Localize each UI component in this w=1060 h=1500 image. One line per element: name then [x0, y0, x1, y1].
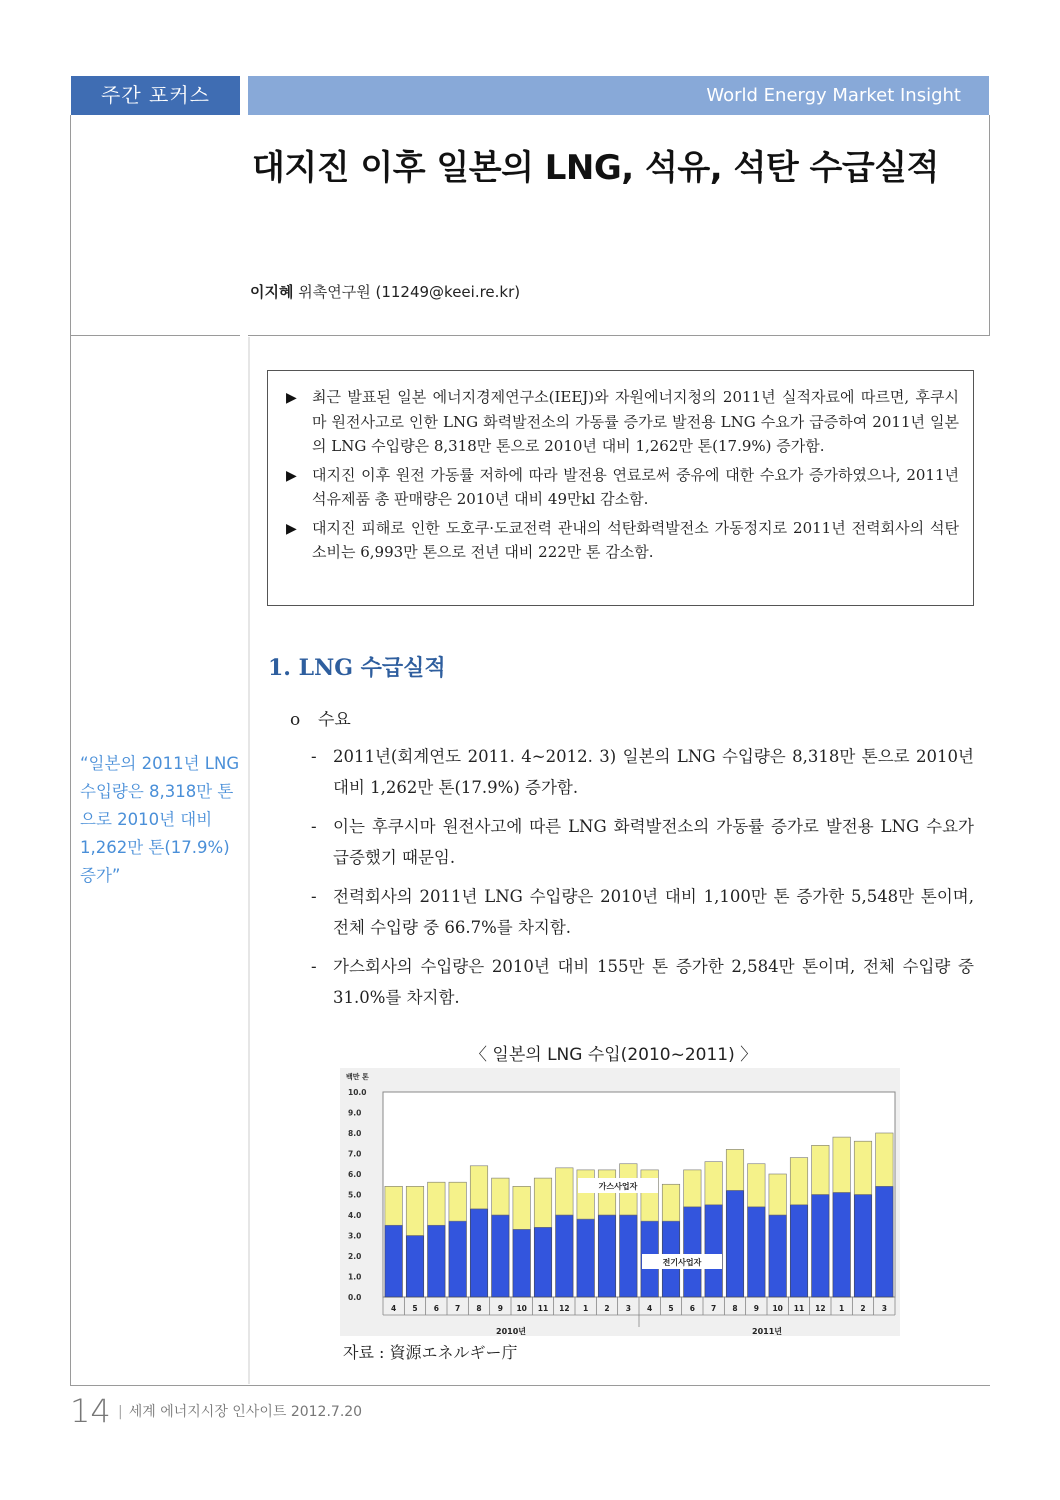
chart-caption: 〈 일본의 LNG 수입(2010~2011) 〉 — [470, 1045, 758, 1065]
bar-segment — [854, 1141, 871, 1194]
x-tick-label: 6 — [433, 1304, 439, 1313]
bar-segment — [577, 1219, 594, 1297]
bar-segment — [833, 1137, 850, 1192]
bar-segment — [876, 1186, 893, 1297]
source-note: 자료 : 資源エネルギー庁 — [343, 1343, 518, 1362]
bar-segment — [833, 1192, 850, 1297]
y-tick-label: 9.0 — [348, 1108, 362, 1118]
x-tick-label: 1 — [839, 1304, 845, 1313]
x-tick-label: 7 — [455, 1304, 461, 1313]
x-tick-label: 6 — [689, 1304, 695, 1313]
y-tick-label: 7.0 — [348, 1149, 362, 1159]
year-label: 2011년 — [752, 1327, 782, 1336]
summary-item: ▶ 최근 발표된 일본 에너지경제연구소(IEEJ)와 자원에너지청의 2011년 실적자료에 따르면, 후쿠시마 원전사고로 인한 LNG 화력발전소의 가동률 증가로 발전용 LNG 수요가 급증하여 2011년 일본의 LNG 수입량은 8,318만 톤으로 2010년 대비 1,262만 톤(17.9%) 증가함. — [286, 388, 959, 455]
subheading: o 수요 — [290, 710, 351, 730]
x-tick-label: 2 — [860, 1304, 866, 1313]
dash-icon: - — [311, 747, 317, 766]
author-name: 이지혜 — [250, 283, 294, 301]
bar-segment — [876, 1133, 893, 1186]
bar-segment — [748, 1164, 765, 1207]
x-tick-label: 12 — [815, 1304, 826, 1313]
dash-icon: - — [311, 957, 317, 976]
bar-segment — [705, 1162, 722, 1205]
bar-segment — [812, 1145, 829, 1194]
bar-segment — [748, 1207, 765, 1297]
y-tick-label: 5.0 — [348, 1190, 362, 1200]
footer-divider — [70, 1385, 990, 1386]
author-line — [250, 281, 520, 302]
y-tick-label: 2.0 — [348, 1252, 362, 1261]
circle-bullet-icon: o — [290, 710, 301, 730]
bar-segment — [684, 1207, 701, 1297]
left-border-line — [70, 115, 71, 1385]
bar-segment — [662, 1184, 679, 1221]
summary-box — [267, 370, 974, 606]
triangle-bullet-icon: ▶ — [286, 520, 297, 537]
list-item: - 전력회사의 2011년 LNG 수입량은 2010년 대비 1,100만 톤 증가한 5,548만 톤이며, 전체 수입량 중 66.7%를 차지함. — [311, 881, 974, 943]
bar-segment — [513, 1229, 530, 1297]
bar-segment — [406, 1186, 423, 1235]
section-title: 1. LNG 수급실적 — [268, 655, 446, 681]
x-tick-label: 5 — [412, 1304, 418, 1313]
y-tick-label: 10.0 — [348, 1088, 367, 1097]
bar-segment — [769, 1174, 786, 1215]
divider-right — [248, 335, 990, 336]
article-title: 대지진 이후 일본의 LNG, 석유, 석탄 수급실적 — [252, 148, 939, 188]
x-tick-label: 9 — [753, 1304, 759, 1313]
year-label: 2010년 — [496, 1327, 526, 1336]
divider-left — [70, 335, 240, 336]
pull-quote: “일본의 2011년 LNG 수입량은 8,318만 톤으로 2010년 대비 1,262만 톤(17.9%) 증가” — [80, 754, 240, 885]
bar-segment — [641, 1170, 658, 1221]
x-tick-label: 11 — [537, 1304, 549, 1313]
section-tag: 주간 포커스 — [71, 76, 240, 115]
list-item: - 가스회사의 수입량은 2010년 대비 155만 톤 증가한 2,584만 톤이며, 전체 수입량 중 31.0%를 차지함. — [311, 951, 974, 1013]
bar-segment — [470, 1209, 487, 1297]
x-tick-label: 1 — [583, 1304, 589, 1313]
bar-segment — [556, 1215, 573, 1297]
list-item: - 이는 후쿠시마 원전사고에 따른 LNG 화력발전소의 가동률 증가로 발전용 LNG 수요가 급증했기 때문임. — [311, 811, 974, 873]
bar-segment — [790, 1205, 807, 1297]
x-tick-label: 10 — [772, 1304, 783, 1313]
chart-container — [340, 1068, 900, 1336]
triangle-bullet-icon: ▶ — [286, 390, 297, 406]
x-tick-label: 3 — [625, 1304, 631, 1313]
x-tick-label: 3 — [881, 1304, 887, 1313]
bar-segment — [620, 1215, 637, 1297]
x-tick-label: 10 — [516, 1304, 527, 1313]
bar-segment — [406, 1236, 423, 1298]
bar-segment — [449, 1221, 466, 1297]
annotation-electric: 전기사업자 — [662, 1258, 702, 1267]
bar-segment — [769, 1215, 786, 1297]
bar-segment — [854, 1195, 871, 1298]
right-border-line — [989, 115, 990, 335]
triangle-bullet-icon: ▶ — [286, 467, 297, 484]
author-info: 위촉연구원 (11249@keei.re.kr) — [298, 283, 521, 301]
bar-segment — [577, 1170, 594, 1219]
y-tick-label: 3.0 — [348, 1231, 362, 1241]
x-tick-label: 5 — [668, 1304, 674, 1313]
bar-segment — [513, 1186, 530, 1229]
dash-icon: - — [311, 887, 317, 906]
bar-segment — [812, 1195, 829, 1298]
bar-segment — [470, 1166, 487, 1209]
x-tick-label: 11 — [793, 1304, 805, 1313]
y-axis-label: 백만 톤 — [346, 1073, 369, 1081]
bar-segment — [449, 1182, 466, 1221]
x-tick-label: 8 — [732, 1304, 738, 1313]
annotation-gas: 가스사업자 — [598, 1182, 638, 1191]
x-tick-label: 2 — [604, 1304, 610, 1313]
list-item: - 2011년(회계연도 2011. 4~2012. 3) 일본의 LNG 수입량은 8,318만 톤으로 2010년 대비 1,262만 톤(17.9%) 증가함. — [311, 741, 974, 803]
banner-title: World Energy Market Insight — [248, 76, 989, 115]
footer-separator: | — [118, 1404, 123, 1420]
x-tick-label: 4 — [647, 1304, 653, 1313]
bar-segment — [492, 1215, 509, 1297]
bar-segment — [684, 1170, 701, 1207]
footer-text: | 세계 에너지시장 인사이트 2012.7.20 — [118, 1404, 363, 1420]
x-tick-label: 7 — [711, 1304, 717, 1313]
bar-segment — [705, 1205, 722, 1297]
lng-import-chart — [340, 1068, 900, 1336]
bar-segment — [534, 1178, 551, 1227]
x-tick-label: 9 — [497, 1304, 503, 1313]
column-rule — [248, 337, 250, 1384]
bar-segment — [492, 1178, 509, 1215]
bar-segment — [726, 1149, 743, 1190]
y-tick-label: 0.0 — [348, 1293, 362, 1302]
bar-segment — [790, 1158, 807, 1205]
bar-segment — [726, 1190, 743, 1297]
summary-item: ▶ 대지진 피해로 인한 도호쿠·도쿄전력 관내의 석탄화력발전소 가동정지로 2011년 전력회사의 석탄소비는 6,993만 톤으로 전년 대비 222만 톤 감소함. — [286, 518, 959, 561]
x-tick-label: 12 — [559, 1304, 570, 1313]
dash-icon: - — [311, 817, 317, 836]
y-tick-label: 4.0 — [348, 1211, 362, 1220]
x-tick-label: 8 — [476, 1304, 482, 1313]
y-tick-label: 6.0 — [348, 1170, 362, 1179]
bar-segment — [385, 1225, 402, 1297]
bar-segment — [598, 1215, 615, 1297]
bar-segment — [556, 1168, 573, 1215]
bar-segment — [534, 1227, 551, 1297]
y-tick-label: 8.0 — [348, 1129, 362, 1138]
x-tick-label: 4 — [391, 1304, 397, 1313]
bar-segment — [428, 1182, 445, 1225]
y-tick-label: 1.0 — [348, 1272, 362, 1282]
bar-segment — [428, 1225, 445, 1297]
summary-item: ▶ 대지진 이후 원전 가동률 저하에 따라 발전용 연료로써 중유에 대한 수요가 증가하였으나, 2011년 석유제품 총 판매량은 2010년 대비 49만kl 감소함. — [286, 465, 959, 508]
page-number: 14 — [70, 1392, 111, 1430]
bar-segment — [385, 1186, 402, 1225]
